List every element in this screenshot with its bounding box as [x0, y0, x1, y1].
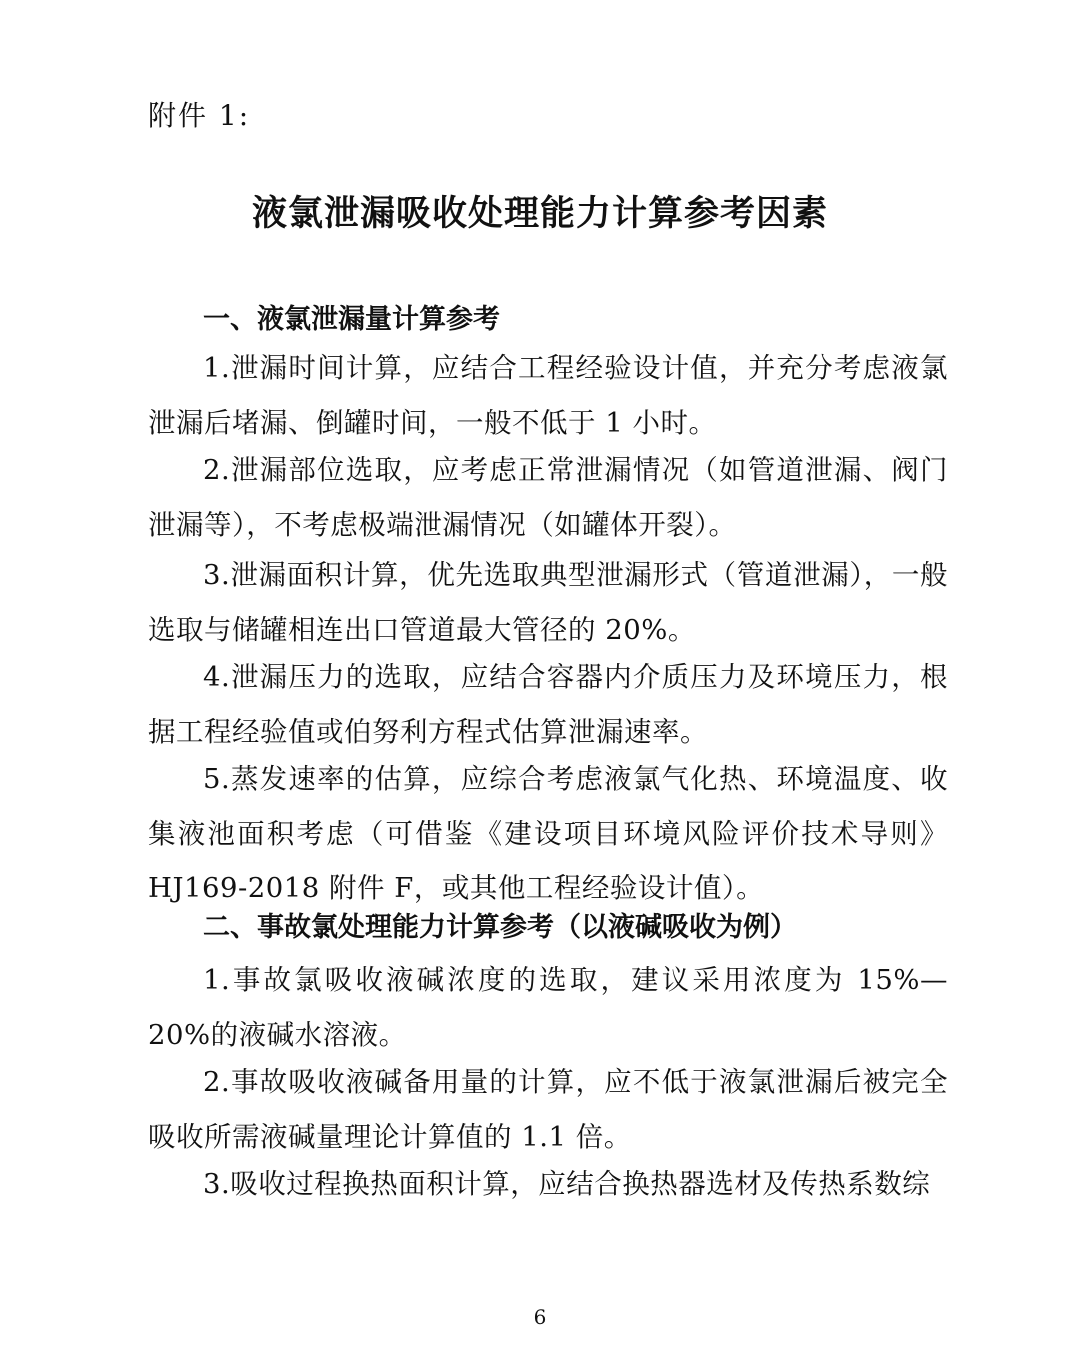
attachment-label: 附件 1: [148, 99, 251, 132]
paragraph-leak-area: 3.泄漏面积计算，优先选取典型泄漏形式（管道泄漏），一般选取与储罐相连出口管道最大管径的 20%。 [148, 559, 948, 646]
paragraph-caustic-reserve: 2.事故吸收液碱备用量的计算，应不低于液氯泄漏后被完全吸收所需液碱量理论计算值的 1.1 倍。 [148, 1066, 948, 1153]
section-heading-treatment: 二、事故氯处理能力计算参考（以液碱吸收为例） [203, 912, 797, 943]
document-title: 液氯泄漏吸收处理能力计算参考因素 [251, 194, 828, 234]
paragraph-caustic-concentration: 1.事故氯吸收液碱浓度的选取，建议采用浓度为 15%—20%的液碱水溶液。 [148, 964, 948, 1051]
paragraph-heat-exchange: 3.吸收过程换热面积计算，应结合换热器选材及传热系数综 [203, 1168, 931, 1200]
section-heading-leakage: 一、液氯泄漏量计算参考 [203, 304, 500, 335]
paragraph-leak-location: 2.泄漏部位选取，应考虑正常泄漏情况（如管道泄漏、阀门泄漏等），不考虑极端泄漏情况（如罐体开裂）。 [148, 454, 948, 541]
paragraph-leak-pressure: 4.泄漏压力的选取，应结合容器内介质压力及环境压力，根据工程经验值或伯努利方程式估算泄漏速率。 [148, 661, 948, 748]
paragraph-leak-time: 1.泄漏时间计算，应结合工程经验设计值，并充分考虑液氯泄漏后堵漏、倒罐时间，一般不低于 1 小时。 [148, 352, 948, 439]
paragraph-evaporation-rate: 5.蒸发速率的估算，应综合考虑液氯气化热、环境温度、收集液池面积考虑（可借鉴《建设项目环境风险评价技术导则》HJ169-2018 附件 F，或其他工程经验设计值）。 [148, 763, 948, 904]
page-number: 6 [533, 1305, 547, 1329]
